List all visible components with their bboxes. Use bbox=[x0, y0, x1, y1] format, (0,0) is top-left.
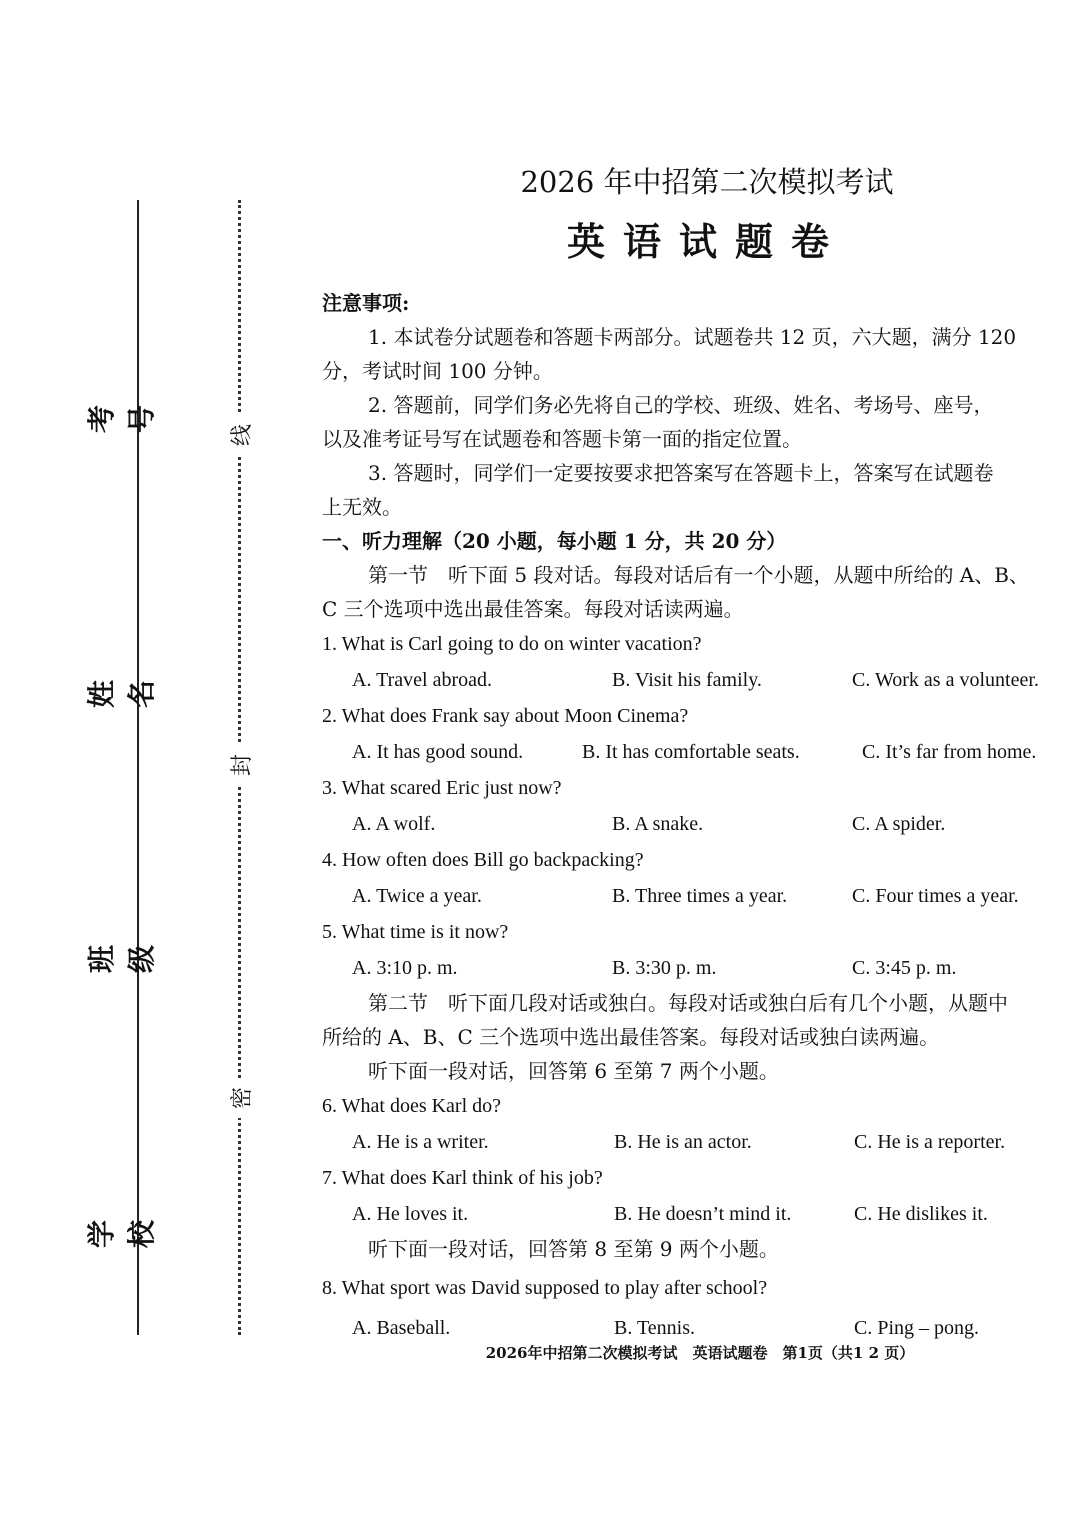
seal-char-line: 线 bbox=[220, 415, 260, 455]
option-b: B. 3:30 p. m. bbox=[612, 957, 717, 979]
option-b: B. Visit his family. bbox=[612, 669, 762, 691]
exam-subtitle: 英语试题卷 bbox=[566, 219, 847, 264]
question-7-options bbox=[322, 1196, 1072, 1232]
notice-item-1-line-1: 1. 本试卷分试题卷和答题卡两部分。试题卷共 12 页，六大题，满分 120 bbox=[368, 325, 1017, 349]
option-b: B. He is an actor. bbox=[614, 1131, 752, 1153]
dialog-6-7-instruction: 听下面一段对话，回答第 6 至第 7 两个小题。 bbox=[368, 1059, 779, 1083]
binding-field-school: 学校 bbox=[85, 1217, 158, 1248]
question-8-options bbox=[322, 1310, 1072, 1346]
option-c: C. He dislikes it. bbox=[854, 1203, 988, 1225]
option-c: C. It’s far from home. bbox=[862, 741, 1037, 763]
option-a: A. He is a writer. bbox=[352, 1131, 489, 1153]
question-4-options bbox=[322, 878, 1072, 914]
option-a: A. Twice a year. bbox=[352, 885, 482, 907]
question-5-options bbox=[322, 950, 1072, 986]
option-b: B. Three times a year. bbox=[612, 885, 788, 907]
option-a: A. He loves it. bbox=[352, 1203, 469, 1225]
question-5: 5. What time is it now? bbox=[322, 921, 509, 943]
option-b: B. It has comfortable seats. bbox=[582, 741, 800, 763]
seal-char-secret: 密 bbox=[220, 1078, 260, 1118]
option-c: C. 3:45 p. m. bbox=[852, 957, 957, 979]
question-3: 3. What scared Eric just now? bbox=[322, 777, 562, 799]
exam-title: 2026 年中招第二次模拟考试 bbox=[520, 165, 894, 199]
question-6-options bbox=[322, 1124, 1072, 1160]
option-c: C. Ping – pong. bbox=[854, 1317, 980, 1339]
option-b: B. He doesn’t mind it. bbox=[614, 1203, 792, 1225]
binding-field-name: 姓名 bbox=[85, 677, 158, 708]
dialog-8-9-instruction: 听下面一段对话，回答第 8 至第 9 两个小题。 bbox=[368, 1237, 779, 1261]
option-a: A. A wolf. bbox=[352, 813, 436, 835]
option-b: B. A snake. bbox=[612, 813, 704, 835]
option-a: A. Baseball. bbox=[352, 1317, 451, 1339]
question-1: 1. What is Carl going to do on winter vacation? bbox=[322, 633, 702, 655]
question-8: 8. What sport was David supposed to play after school? bbox=[322, 1277, 768, 1299]
option-c: C. Work as a volunteer. bbox=[852, 669, 1039, 691]
part1-instruction-line-1: 第一节 听下面 5 段对话。每段对话后有一个小题，从题中所给的 A、B、 bbox=[368, 563, 1029, 587]
option-b: B. Tennis. bbox=[614, 1317, 696, 1339]
option-a: A. 3:10 p. m. bbox=[352, 957, 458, 979]
question-3-options bbox=[322, 806, 1072, 842]
section-heading-listening: 一、听力理解（20 小题，每小题 1 分，共 20 分） bbox=[322, 529, 787, 553]
question-1-options bbox=[322, 662, 1072, 698]
binding-field-class: 班级 bbox=[85, 942, 158, 973]
exam-paper bbox=[322, 160, 1072, 1346]
question-6: 6. What does Karl do? bbox=[322, 1095, 502, 1117]
notice-item-3-line-1: 3. 答题时，同学们一定要按要求把答案写在答题卡上，答案写在试题卷 bbox=[368, 461, 994, 485]
option-a: A. Travel abroad. bbox=[352, 669, 492, 691]
option-c: C. He is a reporter. bbox=[854, 1131, 1006, 1153]
binding-field-exam-number: 考号 bbox=[85, 402, 158, 433]
notice-item-2-line-1: 2. 答题前，同学们务必先将自己的学校、班级、姓名、考场号、座号， bbox=[368, 393, 994, 417]
notice-item-1-line-2: 分，考试时间 100 分钟。 bbox=[322, 359, 553, 383]
question-4: 4. How often does Bill go backpacking? bbox=[322, 849, 644, 871]
question-7: 7. What does Karl think of his job? bbox=[322, 1167, 603, 1189]
notice-item-2-line-2: 以及准考证号写在试题卷和答题卡第一面的指定位置。 bbox=[322, 427, 802, 451]
notice-heading: 注意事项: bbox=[322, 291, 410, 315]
question-2: 2. What does Frank say about Moon Cinema? bbox=[322, 705, 689, 727]
part1-instruction-line-2: C 三个选项中选出最佳答案。每段对话读两遍。 bbox=[322, 597, 744, 621]
part2-instruction-line-2: 所给的 A、B、C 三个选项中选出最佳答案。每段对话或独白读两遍。 bbox=[322, 1025, 940, 1049]
seal-char-seal: 封 bbox=[220, 745, 260, 785]
page-footer: 2026年中招第二次模拟考试 英语试题卷 第1页（共1 2 页） bbox=[485, 1344, 915, 1362]
notice-item-3-line-2: 上无效。 bbox=[322, 495, 402, 519]
option-a: A. It has good sound. bbox=[352, 741, 524, 763]
part2-instruction-line-1: 第二节 听下面几段对话或独白。每段对话或独白后有几个小题，从题中 bbox=[368, 991, 1008, 1015]
option-c: C. Four times a year. bbox=[852, 885, 1019, 907]
option-c: C. A spider. bbox=[852, 813, 946, 835]
binding-solid-line bbox=[137, 200, 139, 1335]
question-2-options bbox=[322, 734, 1072, 770]
